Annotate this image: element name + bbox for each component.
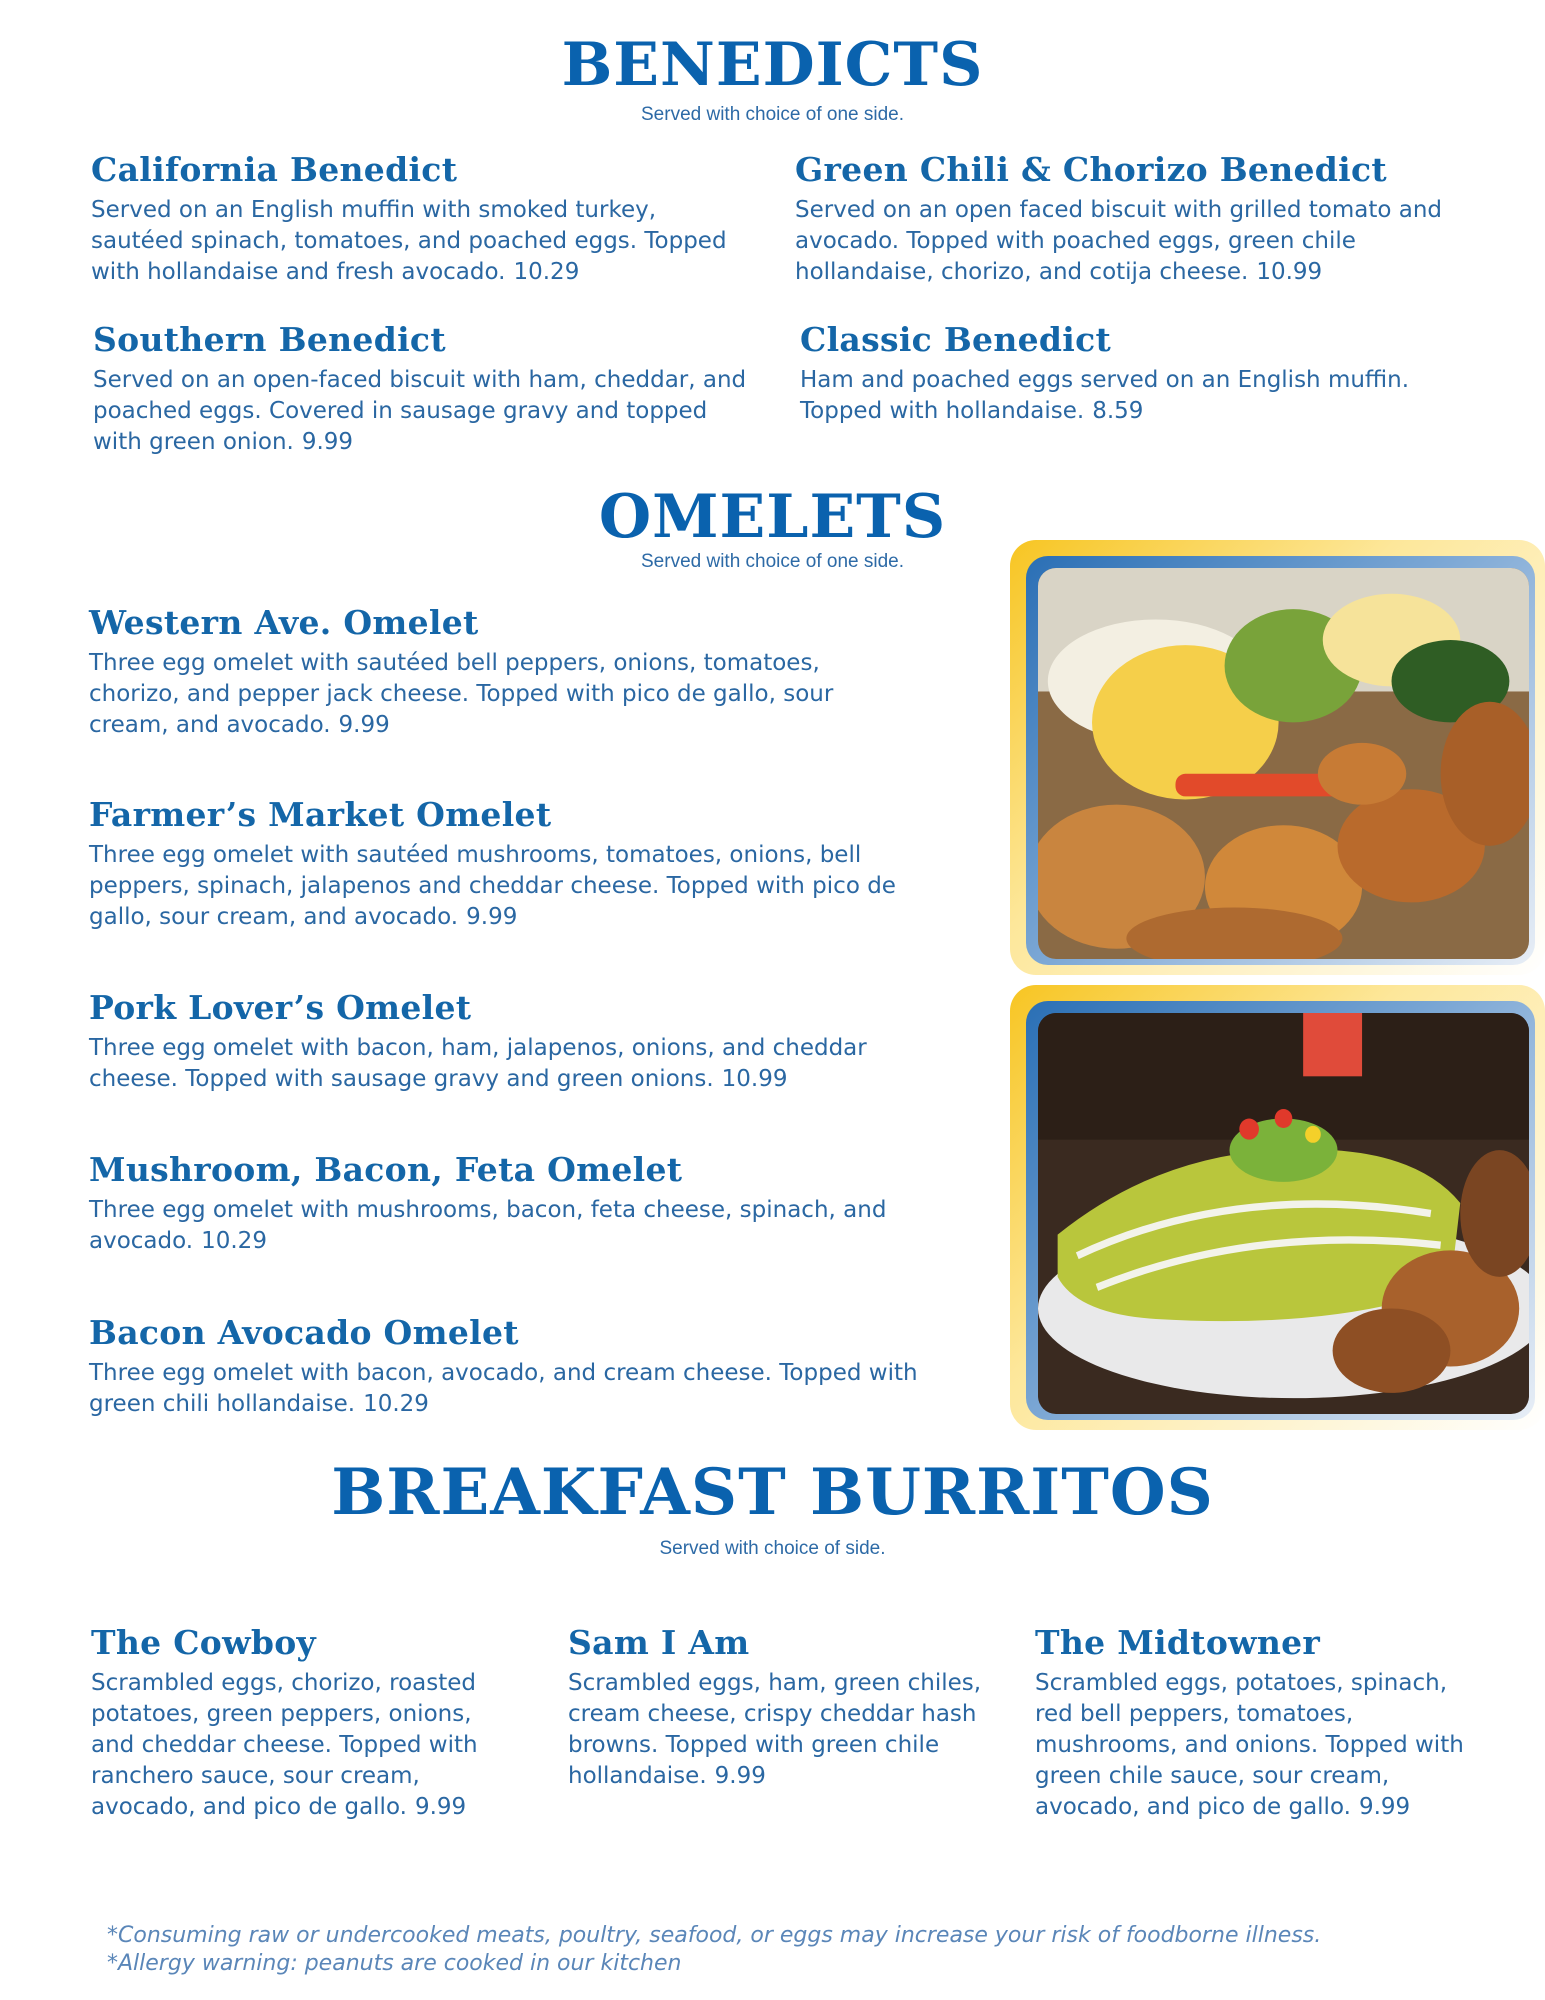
menu-item-california-benedict [91, 150, 751, 288]
item-price: 9.99 [414, 1794, 467, 1820]
item-description: Served on an open faced biscuit with grilled tomato and avocado. Topped with poached eggs, green chile hollandaise, chorizo, and cotija cheese. 10.99 [795, 197, 1442, 285]
item-description: Three egg omelet with mushrooms, bacon, feta cheese, spinach, and avocado. 10.29 [89, 1197, 887, 1254]
item-price: 9.99 [466, 904, 518, 930]
item-description: Scrambled eggs, potatoes, spinach, red bell peppers, tomatoes, mushrooms, and onions. Topped with green chile sauce, sour cream, avocado, and pico de gallo. 9.99 [1035, 1670, 1464, 1820]
item-description: Served on an English muffin with smoked turkey, sautéed spinach, tomatoes, and poached eggs. Topped with hollandaise and fresh avocado. 10.29 [91, 197, 727, 285]
menu-item-green-chili-chorizo-benedict [795, 150, 1455, 288]
item-description: Ham and poached eggs served on an English muffin. Topped with hollandaise. 8.59 [800, 367, 1410, 424]
menu-item-farmers-market-omelet [89, 795, 939, 933]
burritos-subtitle: Served with choice of side. [659, 1538, 886, 1559]
burrito-photo-frame [1010, 985, 1545, 1430]
item-name: Sam I Am [568, 1623, 750, 1662]
menu-item-western-ave-omelet [89, 603, 879, 741]
burritos-title: BREAKFAST BURRITOS [331, 1455, 1214, 1530]
burrito-photo-icon [1038, 1013, 1529, 1414]
item-name: Bacon Avocado Omelet [89, 1313, 519, 1352]
item-name: The Midtowner [1035, 1623, 1321, 1662]
item-price: 8.59 [1092, 398, 1144, 424]
item-name: The Cowboy [91, 1623, 316, 1662]
menu-item-sam-i-am [568, 1623, 988, 1792]
menu-item-classic-benedict [800, 320, 1480, 427]
item-name: California Benedict [91, 150, 458, 189]
item-price: 9.99 [714, 1763, 766, 1789]
benedict-photo [1038, 568, 1529, 959]
item-price: 9.99 [301, 429, 354, 455]
menu-item-bacon-avocado-omelet [89, 1313, 949, 1420]
item-name: Green Chili & Chorizo Benedict [795, 150, 1387, 189]
item-description: Three egg omelet with sautéed bell peppers, onions, tomatoes, chorizo, and pepper jack cheese. Topped with pico de gallo, sour cream, and avocado. 9.99 [89, 650, 834, 738]
allergy-warning: *Allergy warning: peanuts are cooked in our kitchen [107, 1951, 682, 1976]
benedicts-title: BENEDICTS [561, 30, 984, 100]
benedicts-subtitle: Served with choice of one side. [641, 104, 904, 125]
item-price: 10.29 [201, 1228, 267, 1254]
item-description: Scrambled eggs, chorizo, roasted potatoes, green peppers, onions, and cheddar cheese. Topped with ranchero sauce, sour cream, avocado, and pico de gallo. 9.99 [91, 1670, 478, 1820]
item-description: Three egg omelet with sautéed mushrooms, tomatoes, onions, bell peppers, spinach, jalapenos and cheddar cheese. Topped with pico de gallo, sour cream, and avocado. 9.99 [89, 842, 896, 930]
item-name: Pork Lover’s Omelet [89, 988, 472, 1027]
item-description: Three egg omelet with bacon, avocado, and cream cheese. Topped with green chili hollandaise. 10.29 [89, 1360, 918, 1417]
item-name: Western Ave. Omelet [89, 603, 479, 642]
omelets-subtitle: Served with choice of one side. [641, 551, 904, 572]
item-price: 10.99 [1256, 259, 1323, 285]
photo-border [1026, 1001, 1535, 1420]
item-price: 9.99 [338, 712, 390, 738]
burrito-photo [1038, 1013, 1529, 1414]
menu-item-the-midtowner [1035, 1623, 1475, 1823]
item-name: Classic Benedict [800, 320, 1112, 359]
item-description: Scrambled eggs, ham, green chiles, cream cheese, crispy cheddar hash browns. Topped with green chile hollandaise. 9.99 [568, 1670, 982, 1789]
menu-item-mushroom-bacon-feta-omelet [89, 1150, 969, 1257]
item-name: Mushroom, Bacon, Feta Omelet [89, 1150, 683, 1189]
benedict-photo-frame [1010, 540, 1545, 975]
item-name: Southern Benedict [93, 320, 446, 359]
item-price: 10.29 [363, 1391, 429, 1417]
item-price: 10.99 [721, 1066, 788, 1092]
menu-item-the-cowboy [91, 1623, 521, 1823]
photo-border [1026, 556, 1535, 965]
omelets-title: OMELETS [598, 482, 947, 552]
item-price: 10.29 [513, 259, 580, 285]
item-name: Farmer’s Market Omelet [89, 795, 552, 834]
raw-food-disclaimer: *Consuming raw or undercooked meats, poultry, seafood, or eggs may increase your risk of foodborne illness. [107, 1923, 1322, 1948]
benedict-photo-icon [1038, 568, 1529, 959]
menu-item-southern-benedict [93, 320, 763, 458]
item-price: 9.99 [1358, 1794, 1411, 1820]
item-description: Three egg omelet with bacon, ham, jalapenos, onions, and cheddar cheese. Topped with sausage gravy and green onions. 10.99 [89, 1035, 867, 1092]
menu-item-pork-lovers-omelet [89, 988, 959, 1095]
item-description: Served on an open-faced biscuit with ham, cheddar, and poached eggs. Covered in sausage gravy and topped with green onion. 9.99 [93, 367, 747, 455]
